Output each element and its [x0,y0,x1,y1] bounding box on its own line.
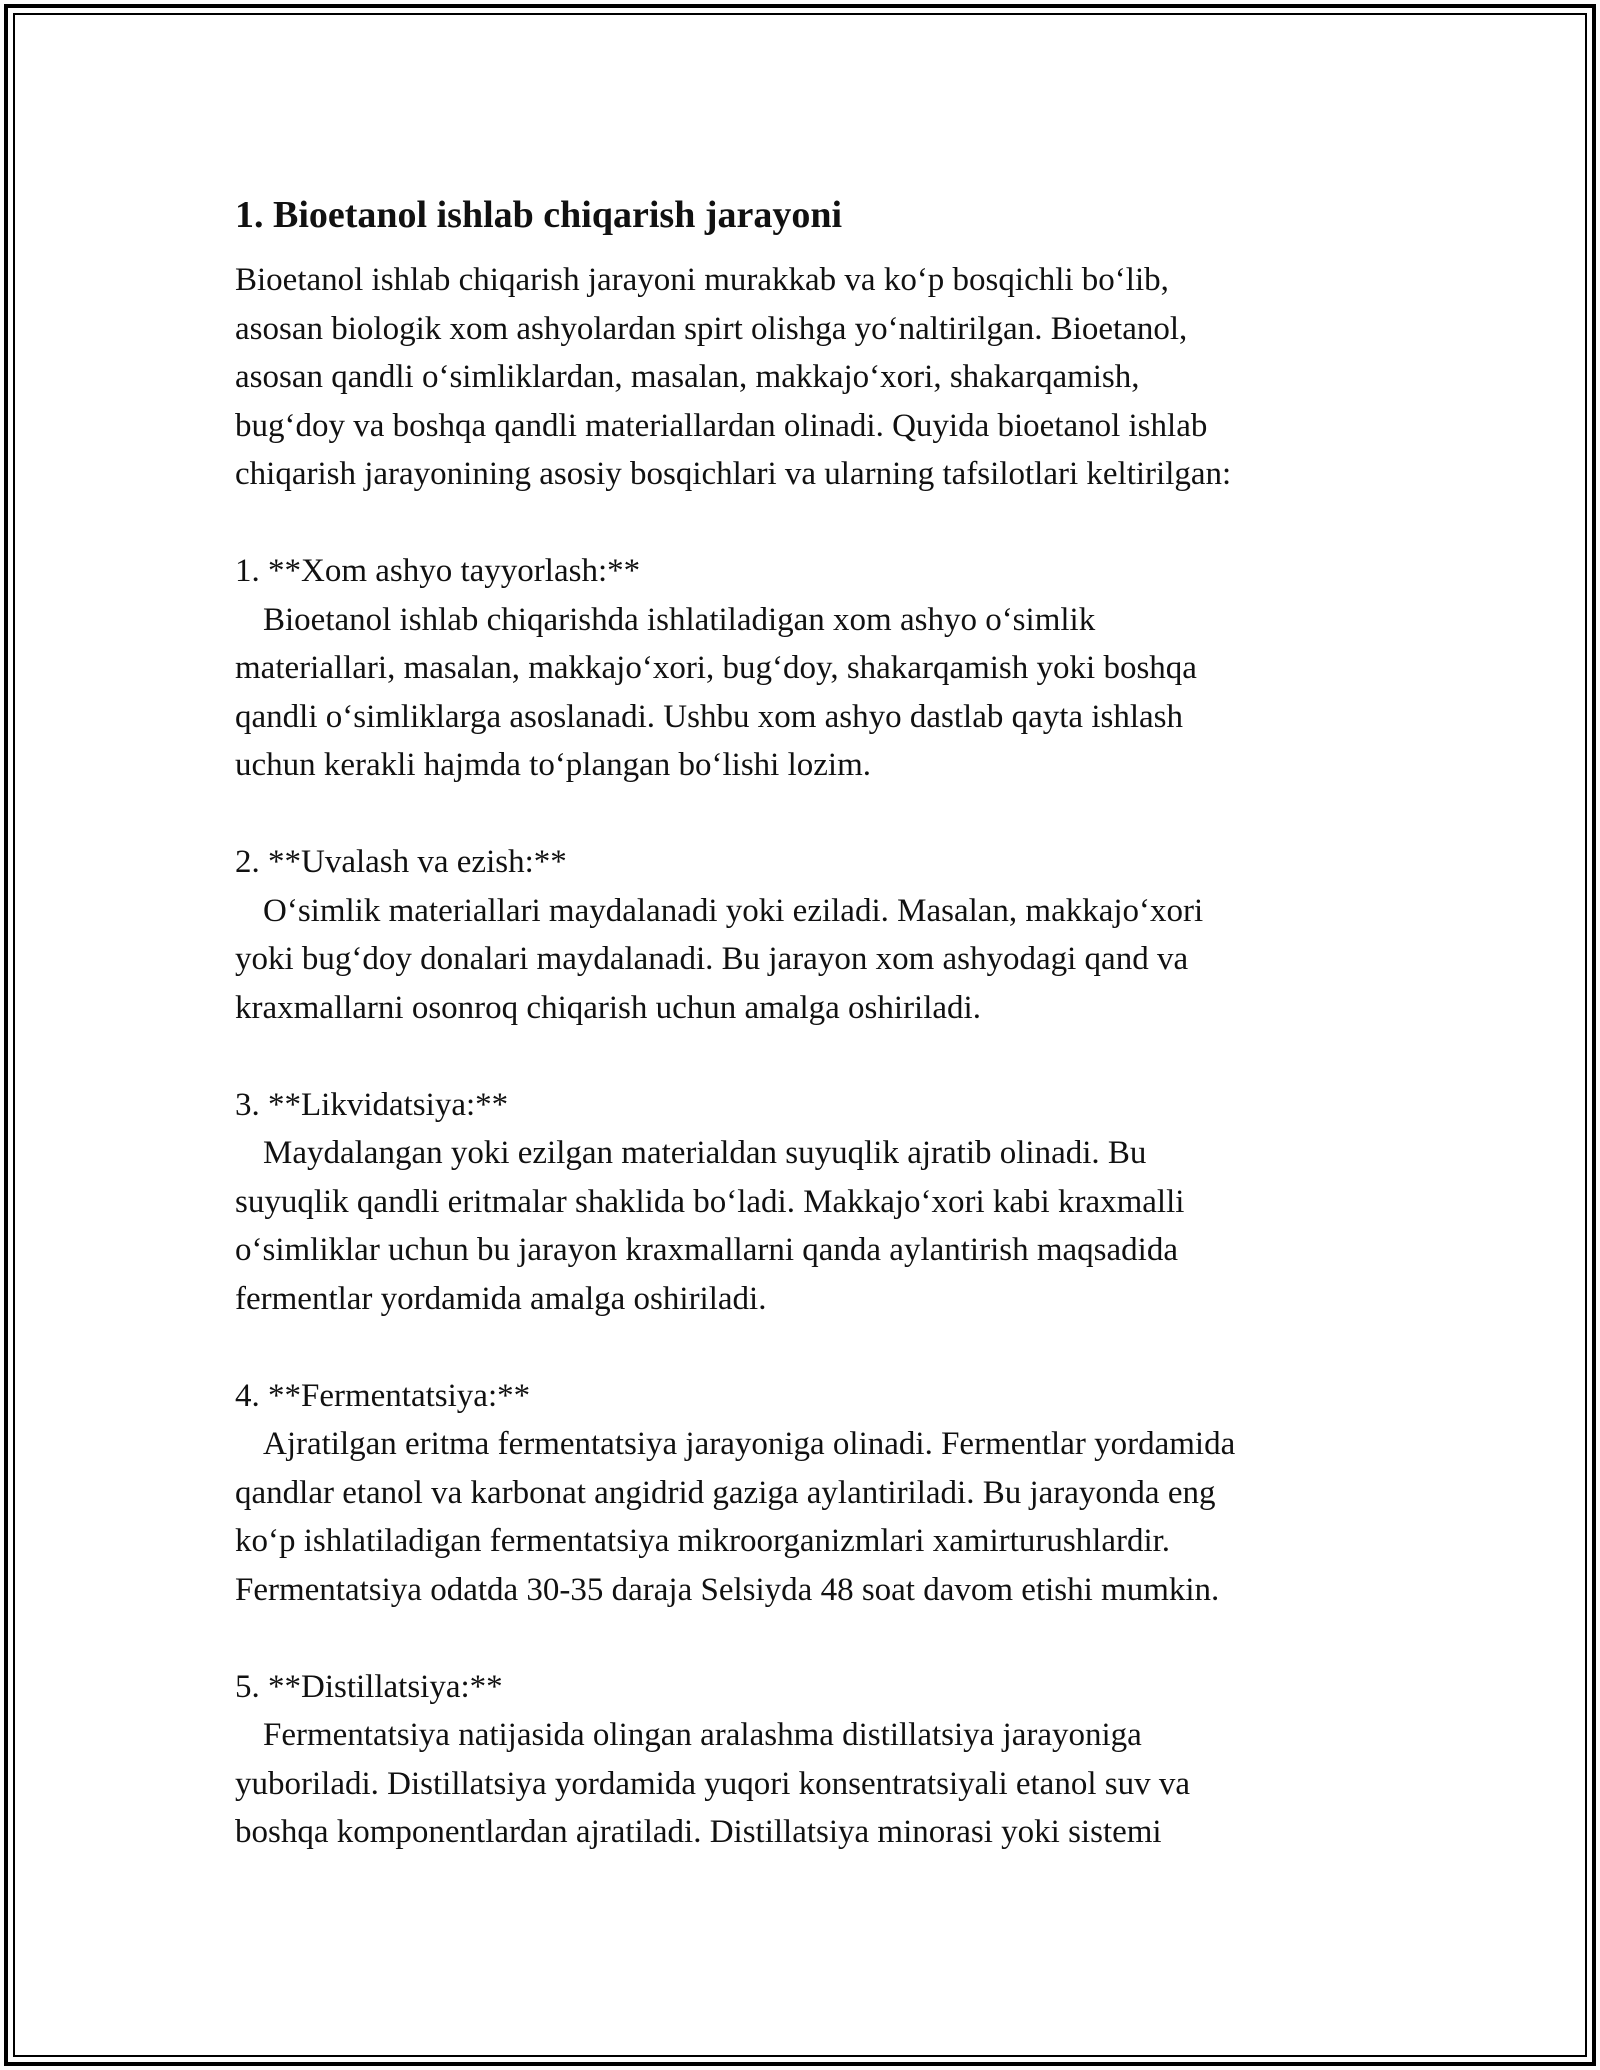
intro-paragraph [235,256,1375,499]
intro-line: Bioetanol ishlab chiqarish jarayoni murakkab va ko‘p bosqichli bo‘lib, [235,262,1169,298]
step-line: Fermentatsiya odatda 30-35 daraja Selsiyda 48 soat davom etishi mumkin. [235,1571,1220,1608]
step-line: uchun kerakli hajmda to‘plangan bo‘lishi lozim. [235,747,872,783]
step-line: Ajratilgan eritma fermentatsiya jarayoniga olinadi. Fermentlar yordamida [263,1426,1236,1462]
step-line: ko‘p ishlatiladigan fermentatsiya mikroorganizmlari xamirturushlardir. [235,1523,1171,1559]
step-title: 4. **Fermentatsiya:** [235,1377,531,1414]
step-line: Bioetanol ishlab chiqarishda ishlatiladigan xom ashyo o‘simlik [263,601,1096,638]
paragraph-gap [235,1614,1375,1663]
step-4 [235,1372,1375,1615]
step-line: qandlar etanol va karbonat angidrid gaziga aylantiriladi. Bu jarayonda eng [235,1474,1216,1511]
paragraph-gap [235,1032,1375,1081]
paragraph-gap [235,1323,1375,1372]
section-heading: 1. Bioetanol ishlab chiqarish jarayoni [235,194,843,236]
document-body [235,182,1375,1857]
step-line: Fermentatsiya natijasida olingan aralashma distillatsiya jarayoniga [263,1717,1142,1753]
step-5 [235,1663,1375,1857]
step-3 [235,1081,1375,1324]
step-title: 1. **Xom ashyo tayyorlash:** [235,553,641,589]
step-line: boshqa komponentlardan ajratiladi. Distillatsiya minorasi yoki sistemi [235,1814,1162,1850]
paragraph-gap [235,790,1375,839]
step-line: fermentlar yordamida amalga oshiriladi. [235,1280,767,1317]
step-line: Maydalangan yoki ezilgan materialdan suyuqlik ajratib olinadi. Bu [263,1135,1147,1171]
step-title: 2. **Uvalash va ezish:** [235,844,567,880]
step-line: o‘simliklar uchun bu jarayon kraxmallarni qanda aylantirish maqsadida [235,1232,1178,1268]
intro-line: bug‘doy va boshqa qandli materiallardan olinadi. Quyida bioetanol ishlab [235,407,1208,444]
intro-line: asosan biologik xom ashyolardan spirt olishga yo‘naltirilgan. Bioetanol, [235,310,1188,347]
step-title: 3. **Likvidatsiya:** [235,1086,509,1123]
step-1 [235,547,1375,790]
paragraph-gap [235,499,1375,548]
step-title: 5. **Distillatsiya:** [235,1668,503,1705]
intro-line: asosan qandli o‘simliklardan, masalan, makkajo‘xori, shakarqamish, [235,359,1140,395]
step-line: suyuqlik qandli eritmalar shaklida bo‘ladi. Makkajo‘xori kabi kraxmalli [235,1183,1185,1220]
step-line: kraxmallarni osonroq chiqarish uchun amalga oshiriladi. [235,989,981,1026]
step-line: materiallari, masalan, makkajo‘xori, bug‘doy, shakarqamish yoki boshqa [235,650,1197,686]
step-line: yoki bug‘doy donalari maydalanadi. Bu jarayon xom ashyodagi qand va [235,941,1189,977]
step-line: yuboriladi. Distillatsiya yordamida yuqori konsentratsiyali etanol suv va [235,1765,1190,1802]
step-line: O‘simlik materiallari maydalanadi yoki eziladi. Masalan, makkajo‘xori [263,892,1204,929]
intro-line: chiqarish jarayonining asosiy bosqichlari va ularning tafsilotlari keltirilgan: [235,456,1232,492]
step-line: qandli o‘simliklarga asoslanadi. Ushbu xom ashyo dastlab qayta ishlash [235,698,1183,735]
step-2 [235,838,1375,1032]
